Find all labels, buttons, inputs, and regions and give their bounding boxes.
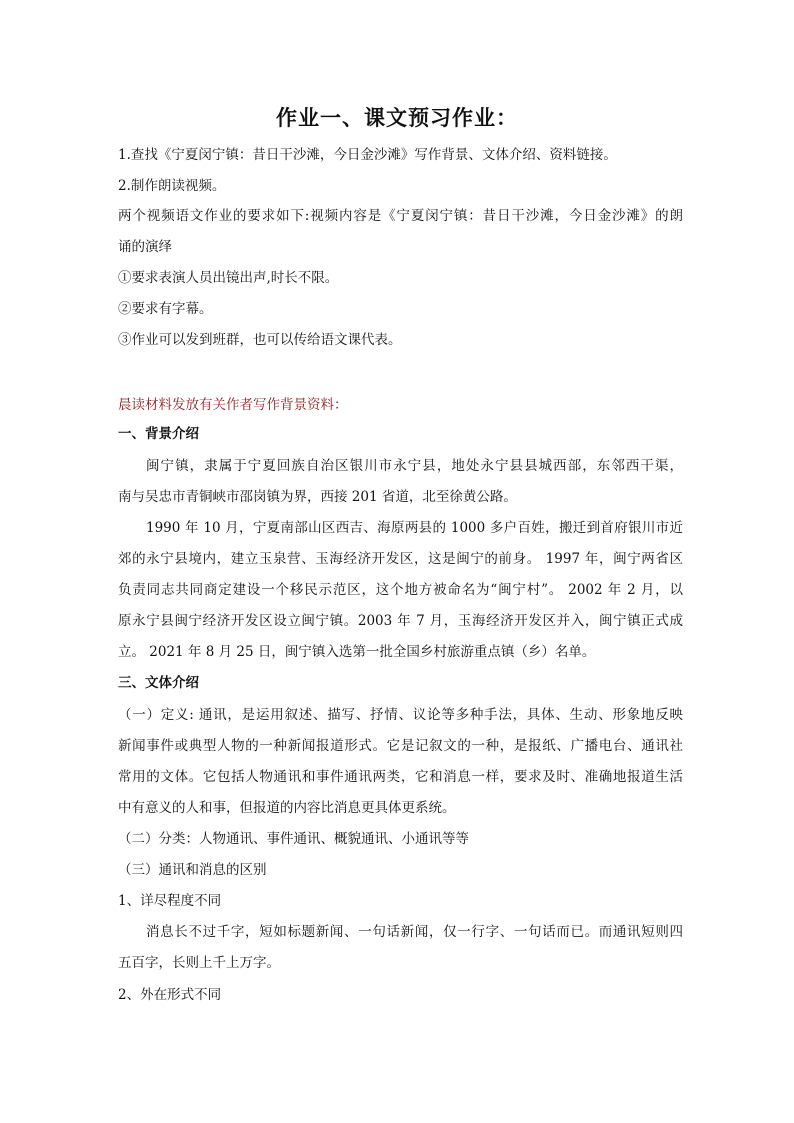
requirement-1: ①要求表演人员出镜出声,时长不限。 bbox=[118, 270, 339, 286]
background-para-1: 闽宁镇，隶属于宁夏回族自治区银川市永宁县，地处永宁县县城西部，东邻西干渠， bbox=[146, 458, 683, 474]
background-para-2-line-4: 原永宁县闽宁经济开发区设立闽宁镇。2003 年 7 月，玉海经济开发区并入，闽宁镇正式成 bbox=[118, 613, 683, 629]
requirement-2: ②要求有字幕。 bbox=[118, 301, 213, 317]
requirements-intro: 两个视频语文作业的要求如下:视频内容是《宁夏闵宁镇：昔日干沙滩，今日金沙滩》的朗 bbox=[118, 208, 683, 224]
requirement-3: ③作业可以发到班群，也可以传给语文课代表。 bbox=[118, 332, 402, 348]
section-genre-heading: 三、文体介绍 bbox=[118, 675, 199, 691]
background-para-2-line-3: 负责同志共同商定建设一个移民示范区，这个地方被命名为“闽宁村”。 2002 年 2 月，以 bbox=[118, 582, 683, 598]
requirements-intro-cont: 诵的演绎 bbox=[118, 239, 172, 255]
background-para-2: 1990 年 10 月，宁夏南部山区西吉、海原两县的 1000 多户百姓，搬迁到首府银川市近 bbox=[146, 520, 683, 536]
section-background-heading: 一、背景介绍 bbox=[118, 426, 199, 442]
difference-heading: （三）通讯和消息的区别 bbox=[118, 862, 267, 878]
definition-line-3: 常用的文体。它包括人物通讯和事件通讯两类，它和消息一样，要求及时、准确地报道生活 bbox=[118, 769, 683, 785]
definition-line-1: （一）定义: 通讯，是运用叙述、描写、抒情、议论等多种手法，具体、生动、形象地反映 bbox=[118, 707, 683, 723]
difference-2-heading: 2、外在形式不同 bbox=[118, 987, 222, 1003]
definition-line-2: 新闻事件或典型人物的一种新闻报道形式。它是记叙文的一种，是报纸、广播电台、通讯社 bbox=[118, 738, 683, 754]
difference-1-heading: 1、详尽程度不同 bbox=[118, 893, 222, 909]
difference-1-para: 消息长不过千字，短如标题新闻、一句话新闻，仅一行字、一句话而已。而通讯短则四 bbox=[146, 924, 683, 940]
page-title: 作业一、课文预习作业： bbox=[276, 105, 518, 130]
task-1: 1.查找《宁夏闵宁镇：昔日干沙滩，今日金沙滩》写作背景、文体介绍、资料链接。 bbox=[118, 147, 617, 163]
background-para-2-line-5: 立。 2021 年 8 月 25 日，闽宁镇入选第一批全国乡村旅游重点镇（乡）名单。 bbox=[118, 644, 596, 660]
difference-1-para-cont: 五百字，长则上千上万字。 bbox=[118, 955, 280, 971]
definition-line-4: 中有意义的人和事，但报道的内容比消息更具体更系统。 bbox=[118, 800, 456, 816]
morning-reading-heading: 晨读材料发放有关作者写作背景资料： bbox=[118, 397, 348, 413]
background-para-2-line-2: 郊的永宁县境内，建立玉泉营、玉海经济开发区，这是闽宁的前身。 1997 年，闽宁两省区 bbox=[118, 551, 683, 567]
task-2: 2.制作朗读视频。 bbox=[118, 178, 226, 194]
classification: （二）分类：人物通讯、事件通讯、概貌通讯、小通讯等等 bbox=[118, 831, 469, 847]
background-para-1-cont: 南与吴忠市青铜峡市邵岗镇为界，西接 201 省道，北至徐黄公路。 bbox=[118, 489, 517, 505]
